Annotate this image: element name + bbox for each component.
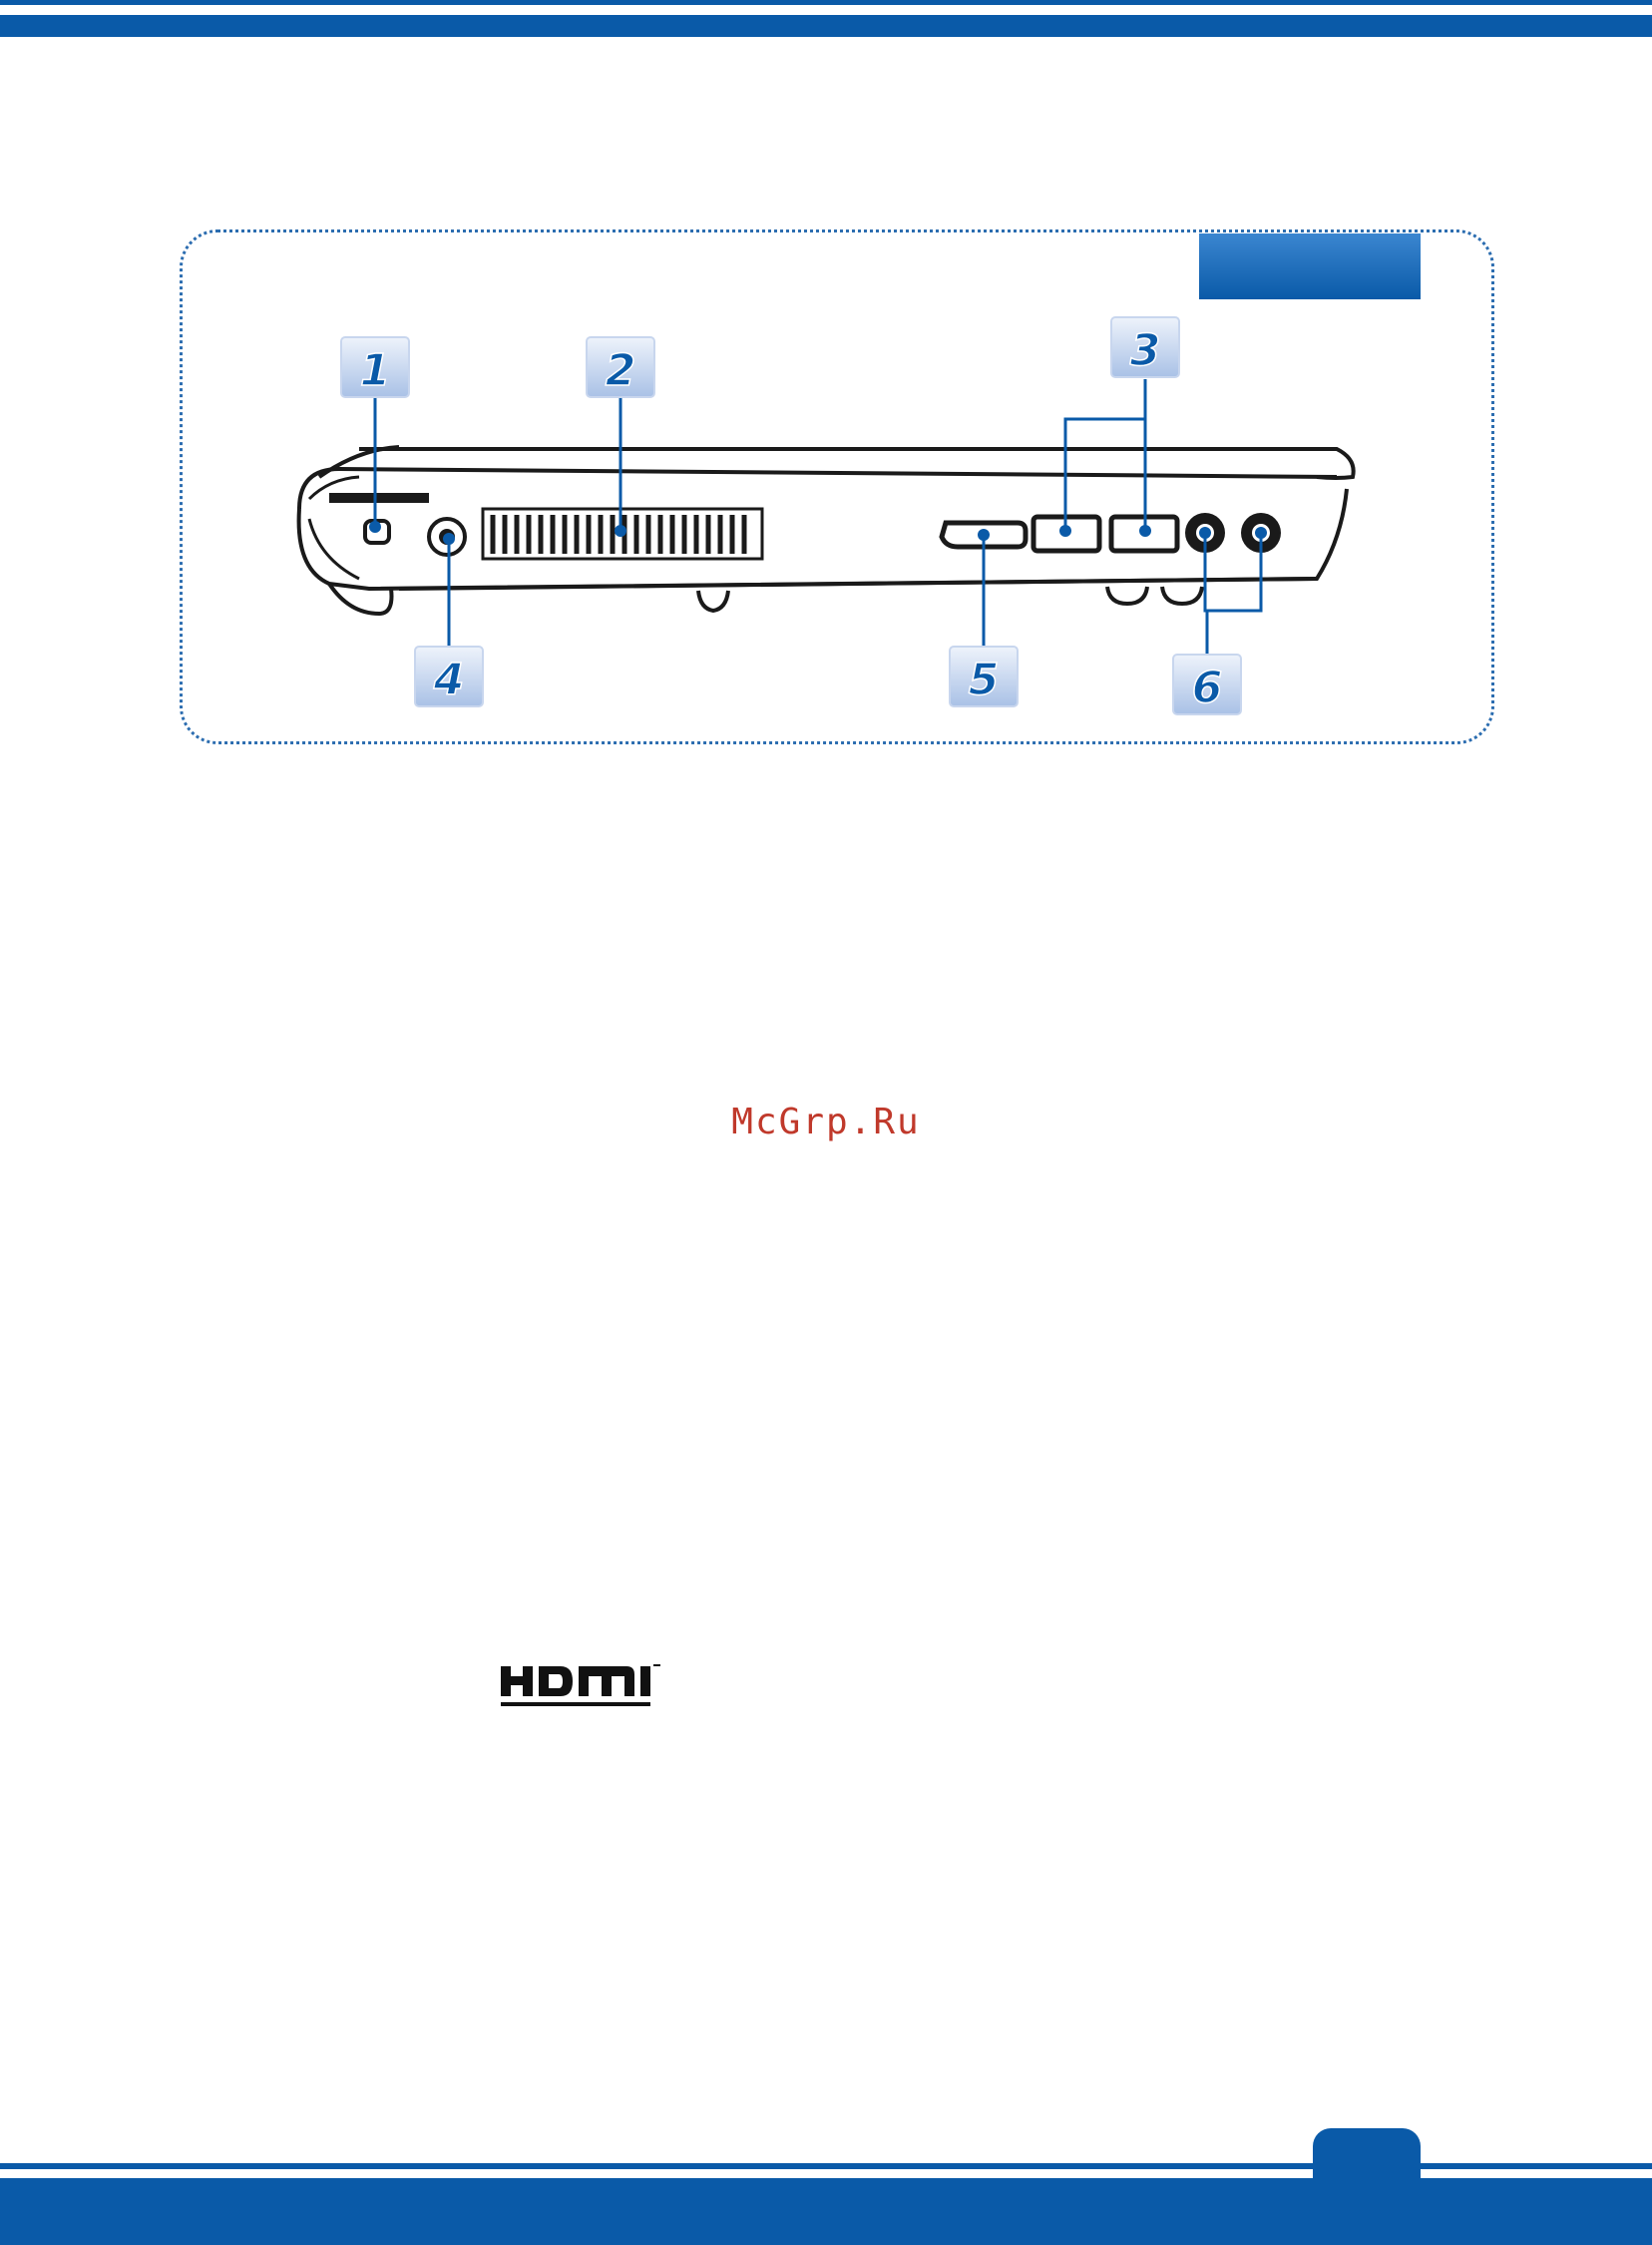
usb-ports (1033, 517, 1177, 551)
callout-number: 5 (968, 655, 1000, 705)
callout-1 (341, 337, 409, 397)
callout-number: 3 (1129, 325, 1161, 376)
callout-2 (587, 337, 654, 397)
callout-3 (1111, 317, 1179, 377)
hdmi-logo (499, 1664, 668, 1712)
callout-number: 6 (1191, 663, 1223, 713)
bottom-thin-band (0, 2163, 1652, 2169)
callout-4 (415, 647, 483, 706)
laptop-side-view-diagram (0, 0, 1652, 758)
watermark: McGrp.Ru (731, 1102, 921, 1142)
callout-5 (950, 647, 1018, 706)
callout-6 (1173, 655, 1241, 714)
callout-number: 2 (605, 345, 636, 396)
bottom-footer-band (0, 2178, 1652, 2245)
callout-number: 4 (433, 655, 465, 705)
callout-number: 1 (359, 345, 391, 396)
